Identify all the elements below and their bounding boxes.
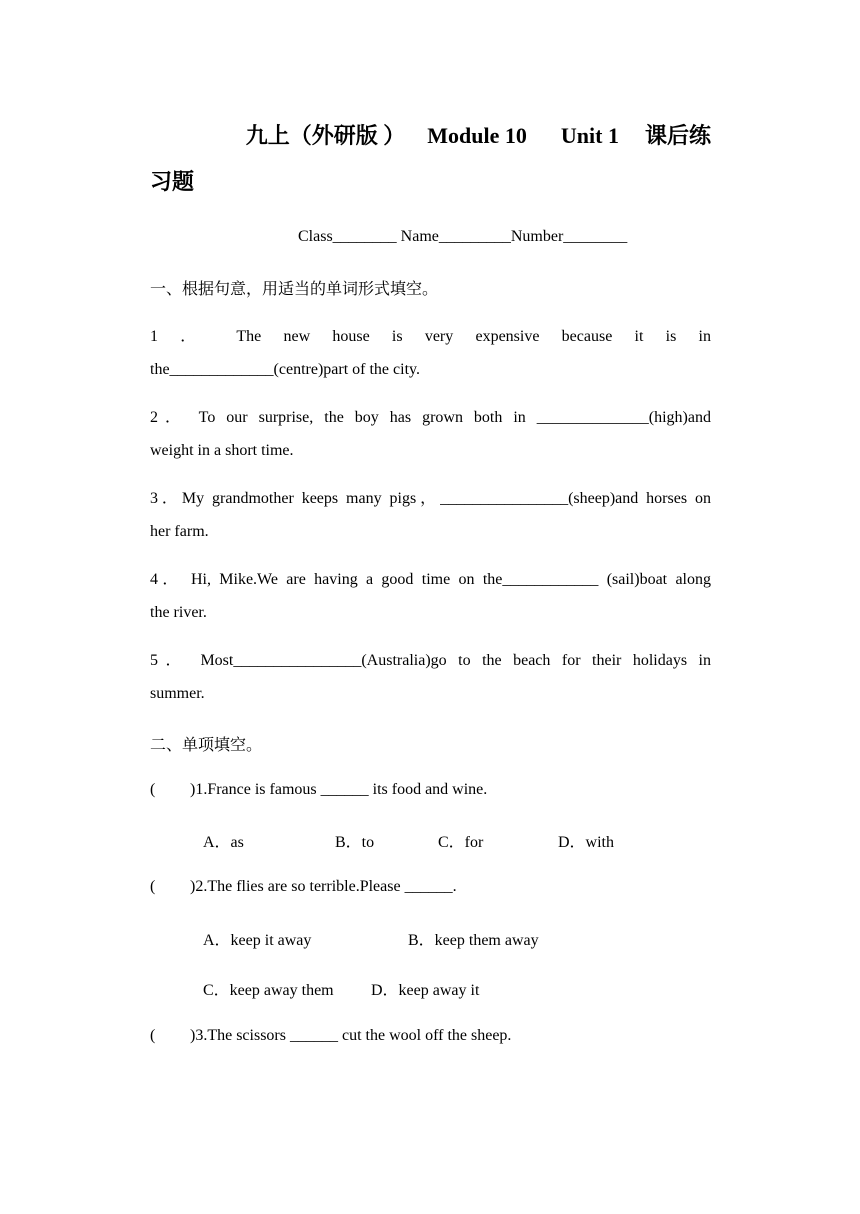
question-1-text: )1.France is famous ______ its food and wine.	[190, 781, 488, 798]
section1-item-1	[150, 320, 711, 386]
question-1	[150, 781, 487, 799]
option-c: C．for	[438, 834, 484, 851]
answer-bracket: (	[150, 1027, 156, 1044]
question-3	[150, 1027, 511, 1045]
item-5-line-1: 5． Most________________(Australia)go to the beach for their holidays in	[150, 652, 711, 669]
section1-item-3	[150, 482, 711, 548]
section1-item-4	[150, 563, 711, 629]
item-4-line-2: the river.	[150, 604, 207, 621]
title-module: Module 10	[427, 123, 527, 148]
question-2	[150, 878, 457, 896]
option-c: C．keep away them	[203, 982, 334, 999]
document-title	[150, 120, 711, 152]
option-b: B．keep them away	[408, 932, 539, 949]
item-5-line-2: summer.	[150, 685, 205, 702]
option-d: D．keep away it	[371, 982, 480, 999]
answer-bracket: (	[150, 781, 156, 798]
item-3-line-2: her farm.	[150, 523, 209, 540]
item-3-line-1: 3．My grandmother keeps many pigs，________________(sheep)and horses on	[150, 490, 711, 507]
section1-item-5	[150, 644, 711, 710]
section1-heading: 一、根据句意，用适当的单词形式填空。	[150, 281, 439, 298]
item-1-line-2: the_____________(centre)part of the city.	[150, 361, 420, 378]
title-exercise: 课后练	[644, 123, 711, 148]
document-title-continued: 习题	[150, 169, 195, 194]
option-d: D．with	[558, 834, 615, 851]
item-2-line-1: 2． To our surprise, the boy has grown both in ______________(high)and	[150, 409, 711, 426]
item-1-line-1: 1 ． The new house is very expensive because it is in	[150, 328, 711, 345]
student-info-line: Class________ Name_________Number________	[298, 228, 628, 245]
item-2-line-2: weight in a short time.	[150, 442, 294, 459]
option-a: A．as	[203, 834, 244, 851]
option-a: A．keep it away	[203, 932, 312, 949]
question-2-text: )2.The flies are so terrible.Please ______.	[190, 878, 457, 895]
answer-bracket: (	[150, 878, 156, 895]
title-grade: 九上（外研版 ）	[245, 123, 406, 148]
item-4-line-1: 4． Hi, Mike.We are having a good time on the____________ (sail)boat along	[150, 571, 711, 588]
section1-item-2	[150, 401, 711, 467]
section2-heading: 二、单项填空。	[150, 737, 263, 754]
question-3-text: )3.The scissors ______ cut the wool off the sheep.	[190, 1027, 512, 1044]
title-unit: Unit 1	[560, 123, 619, 148]
option-b: B．to	[335, 834, 375, 851]
